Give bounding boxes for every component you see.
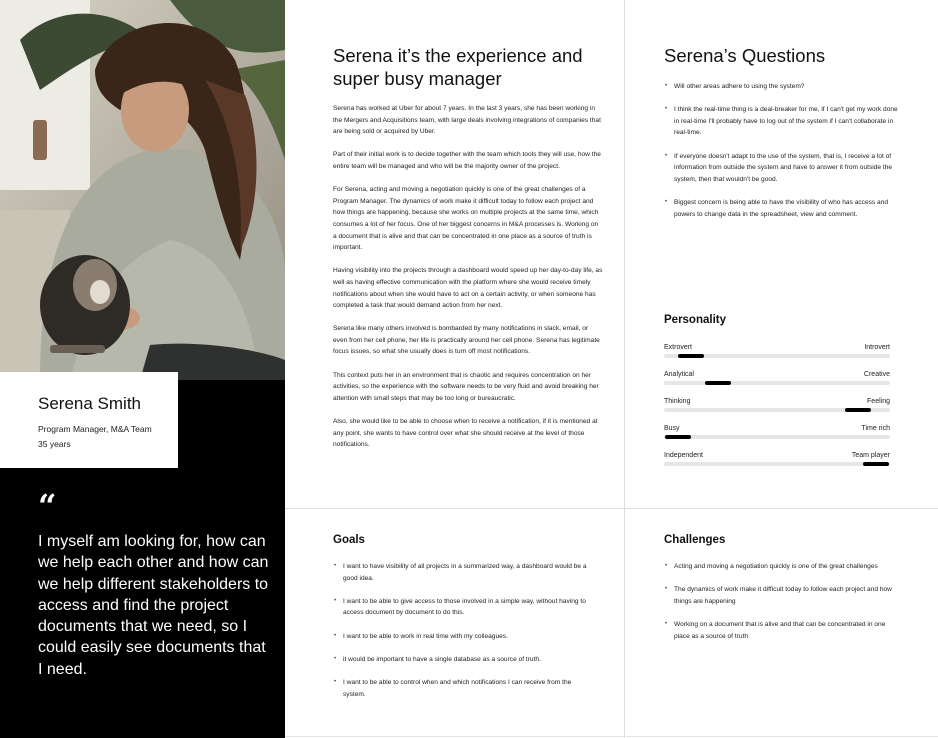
column-divider bbox=[624, 0, 625, 738]
story-paragraph: Also, she would like to be able to choose when to receive a notification, if it is mentioned at any point, she wants to have control over what she should receive at the level of those notifications. bbox=[333, 418, 598, 449]
personality-trait bbox=[664, 370, 890, 397]
story-paragraph: Serena like many others involved is bombarded by many notifications in slack, email, or even from her cell phone, her life is practically around her cell phone. Serena has legitimate focus issues, so what she usually does is turn off most notifications. bbox=[333, 325, 600, 356]
trait-right-label: Team player bbox=[851, 452, 890, 459]
story-paragraph: For Serena, acting and moving a negotiation quickly is one of the great challenges of a Program Manager. The dynamics of work make it difficult today to follow each project and how things are happening, because she works on multiple projects at the same time, which consumes a lot of her focus. One of her biggest concerns in M&A processes is. Working on a document that is alive and that can be concentrated in one place as a source of truth is important. bbox=[333, 186, 599, 252]
trait-left-label: Independent bbox=[664, 452, 703, 459]
trait-marker bbox=[845, 408, 871, 412]
question-item: • If everyone doesn't adapt to the use of the system, that is, I receive a lot of information from outside the system and have to answer it from outside the system, then that wouldn't be good. bbox=[664, 151, 900, 186]
goal-item: • I want to be able to work in real time with my colleagues. bbox=[333, 631, 588, 643]
challenges-title: Challenges bbox=[664, 534, 726, 546]
trait-track bbox=[664, 354, 890, 358]
profile-name: Serena Smith bbox=[38, 394, 141, 413]
challenges-section bbox=[664, 533, 900, 654]
trait-marker bbox=[705, 381, 731, 385]
question-item: • I think the real-time thing is a deal-breaker for me, if I can't get my work done in real-time I'll probably have to log out of the system if I can't collaborate in real-time. bbox=[664, 104, 900, 139]
personality-trait bbox=[664, 451, 890, 478]
profile-photo bbox=[0, 0, 285, 380]
personality-trait bbox=[664, 424, 890, 451]
challenge-item: • Working on a document that is alive and that can be concentrated in one place as a source of truth bbox=[664, 619, 900, 642]
personality-trait bbox=[664, 343, 890, 370]
trait-right-label: Creative bbox=[863, 371, 890, 378]
challenges-list bbox=[664, 561, 900, 642]
story-paragraph: Serena has worked at Uber for about 7 years. In the last 3 years, she has been working in the Mergers and Acquisitions team, with large deals involving integrations of companies that are being sold or acquired by Uber. bbox=[333, 105, 601, 136]
trait-track bbox=[664, 462, 890, 466]
trait-track bbox=[664, 381, 890, 385]
goals-section bbox=[333, 533, 588, 712]
challenge-item: • Acting and moving a negotiation quickly is one of the great challenges bbox=[664, 561, 900, 573]
goals-list bbox=[333, 561, 588, 700]
personality-title: Personality bbox=[664, 314, 726, 326]
questions-title: Serena’s Questions bbox=[664, 45, 826, 66]
trait-track bbox=[664, 435, 890, 439]
profile-card bbox=[0, 372, 178, 468]
profile-role: Program Manager, M&A Team bbox=[38, 424, 152, 434]
story-paragraph: Part of their initial work is to decide together with the team which tools they will use, how the entire team will be managed and who will be the majority owner of the project. bbox=[333, 151, 601, 170]
trait-marker bbox=[678, 354, 704, 358]
quote-text: I myself am looking for, how can we help each other and how can we help different stakeholders to access and find the project documents that we need, so I could easily see documents that I need. bbox=[38, 533, 269, 678]
goal-item: • it would be important to have a single database as a source of truth. bbox=[333, 654, 588, 666]
trait-marker bbox=[863, 462, 889, 466]
challenge-item: • The dynamics of work make it difficult today to follow each project and how things are happening bbox=[664, 584, 900, 607]
trait-left-label: Analytical bbox=[664, 371, 694, 378]
trait-left-label: Extrovert bbox=[664, 344, 693, 351]
questions-list bbox=[664, 81, 900, 220]
persona-story bbox=[333, 44, 603, 462]
story-title: Serena it’s the experience and super busy manager bbox=[333, 45, 583, 89]
portrait-woman-with-dog-icon bbox=[0, 0, 285, 380]
persona-questions bbox=[664, 44, 900, 232]
trait-left-label: Busy bbox=[664, 425, 680, 432]
goal-item: • I want to have visibility of all projects in a summarized way, a dashboard would be a good idea. bbox=[333, 561, 588, 584]
bottom-divider bbox=[285, 736, 938, 737]
personality-section bbox=[664, 313, 890, 478]
trait-track bbox=[664, 408, 890, 412]
question-item: • Biggest concern is being able to have the visibility of who has access and powers to change data in the spreadsheet, view and comment. bbox=[664, 197, 900, 220]
goals-title: Goals bbox=[333, 534, 365, 546]
trait-left-label: Thinking bbox=[664, 398, 691, 405]
story-body bbox=[333, 103, 603, 451]
trait-right-label: Feeling bbox=[867, 398, 890, 405]
row-divider bbox=[285, 508, 938, 509]
question-item: • Will other areas adhere to using the system? bbox=[664, 81, 900, 93]
story-paragraph: Having visibility into the projects through a dashboard would speed up her day-to-day life, as well as having effective communication with the platform where she would receive timely notifications about when she would have to act on a certain activity, or when someone has completed a task that would demand action from her next. bbox=[333, 267, 603, 310]
quote-mark-icon: “ bbox=[38, 487, 57, 525]
trait-right-label: Time rich bbox=[861, 425, 890, 432]
goal-item: • I want to be able to give access to those involved in a simple way, without having to access document by document to do this. bbox=[333, 596, 588, 619]
trait-marker bbox=[665, 435, 691, 439]
profile-age: 35 years bbox=[38, 439, 71, 449]
trait-right-label: Introvert bbox=[864, 344, 890, 351]
personality-trait bbox=[664, 397, 890, 424]
story-paragraph: This context puts her in an environment that is chaotic and requires concentration on her activities, so the experience with the software needs to be very fluid and avoid breaking her attention with small steps that may be too long or bureaucratic. bbox=[333, 371, 599, 402]
goal-item: • I want to be able to control when and which notifications I can receive from the system. bbox=[333, 677, 588, 700]
